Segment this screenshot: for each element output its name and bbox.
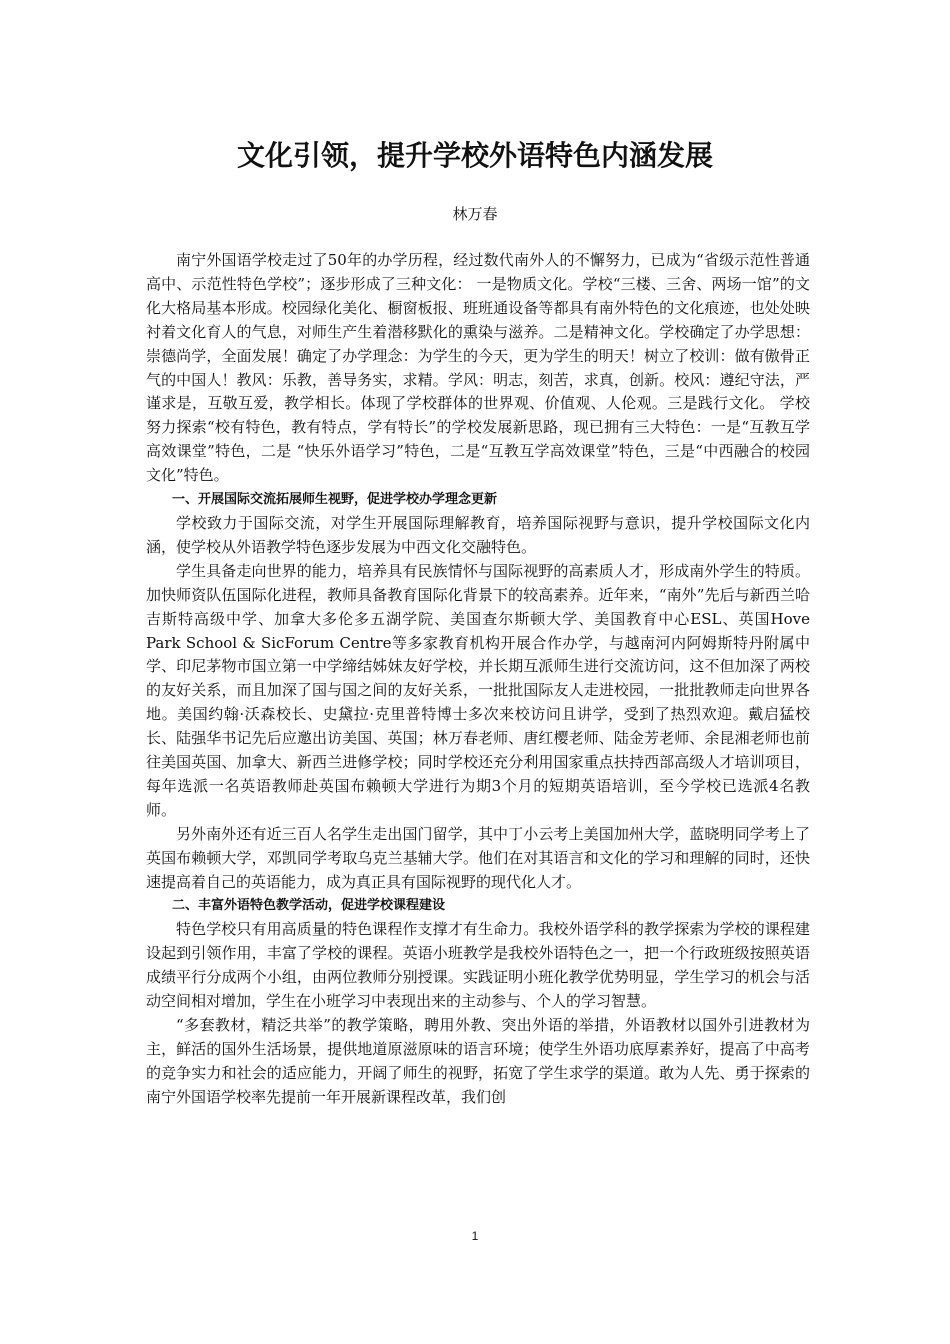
page-number: 1: [471, 1229, 479, 1243]
paragraph: 学校致力于国际交流，对学生开展国际理解教育，培养国际视野与意识，提升学校国际文化内涵，使学校从外语教学特色逐步发展为中西文化交融特色。: [146, 513, 810, 556]
paragraph: “多套教材，精泛共举”的教学策略，聘用外教、突出外语的举措，外语教材以国外引进教材为主，鲜活的国外生活场景，提供地道原滋原味的语言环境；使学生外语功底厚素养好，提高了中高考的竞争实力和社会的适应能力，开阔了师生的视野，拓宽了学生求学的渠道。敢为人先、勇于探索的南宁外国语学校率先提前一年开展新课程改革，我们创: [146, 1016, 810, 1106]
document-body: [146, 249, 810, 1110]
section-heading-1: 一、开展国际交流拓展师生视野，促进学校办学理念更新: [172, 492, 498, 508]
paragraph-intro: 南宁外国语学校走过了50年的办学历程，经过数代南外人的不懈努力，已成为“省级示范性普通高中、示范性特色学校”；逐步形成了三种文化： 一是物质文化。学校“三楼、三舍、两场一馆”的文化大格局基本形成。校园绿化美化、橱窗板报、班班通设备等都具有南外特色的文化痕迹，也处处映衬着文化育人的气息，对师生产生着潜移默化的熏染与滋养。二是精神文化。学校确定了办学思想：崇德尚学，全面发展！确定了办学理念：为学生的今天，更为学生的明天！树立了校训：做有傲骨正气的中国人！教风：乐教，善导务实，求精。学风：明志，刻苦，求真，创新。校风：遵纪守法，严谨求是，互敬互爱，教学相长。体现了学校群体的世界观、价值观、人伦观。三是践行文化。 学校努力探索“校有特色，教有特点，学有特长”的学校发展新思路，现已拥有三大特色：一是“互教互学高效课堂”特色，二是 “快乐外语学习”特色，二是“互教互学高效课堂”特色，三是“中西融合的校园文化”特色。: [146, 251, 810, 485]
paragraph: 另外南外还有近三百人名学生走出国门留学，其中丁小云考上美国加州大学，蓝晓明同学考上了英国布赖顿大学，邓凯同学考取乌克兰基辅大学。他们在对其语言和文化的学习和理解的同时，还快速提高着自己的英语能力，成为真正具有国际视野的现代化人才。: [146, 824, 810, 891]
section-heading-2: 二、丰富外语特色教学活动，促进学校课程建设: [172, 898, 446, 914]
paragraph: 特色学校只有用高质量的特色课程作支撑才有生命力。我校外语学科的教学探索为学校的课程建设起到引领作用，丰富了学校的课程。英语小班教学是我校外语特色之一，把一个行政班级按照英语成绩平行分成两个小组，由两位教师分别授课。实践证明小班化教学优势明显，学生学习的机会与活动空间相对增加，学生在小班学习中表现出来的主动参与、个人的学习智慧。: [146, 920, 810, 1011]
paragraph: 学生具备走向世界的能力，培养具有民族情怀与国际视野的高素质人才，形成南外学生的特质。加快师资队伍国际化进程，教师具备教育国际化背景下的较高素养。近年来，“南外”先后与新西兰哈吉斯特高级中学、加拿大多伦多五湖学院、美国查尔斯顿大学、美国教育中心ESL、英国Hove Park School & SicForum Centre等多家教育机构开展合作办学，与越南河内阿姆斯特丹附属中学、印尼茅物市国立第一中学缔结姊妹友好学校，并长期互派师生进行交流访问，这不但加深了两校的友好关系，而且加深了国与国之间的友好关系，一批批国际友人走进校园，一批批教师走向世界各地。美国约翰·沃森校长、史黛拉·克里普特博士多次来校访问且讲学，受到了热烈欢迎。戴启猛校长、陆强华书记先后应邀出访美国、英国；林万春老师、唐红樱老师、陆金芳老师、余昆湘老师也前往美国英国、加拿大、新西兰进修学校；同时学校还充分利用国家重点扶持西部高级人才培训项目，每年选派一名英语教师赴英国布赖顿大学进行为期3个月的短期英语培训，至今学校已选派4名教师。: [146, 561, 810, 819]
author-name: 林万春: [452, 205, 498, 223]
document-title: 文化引领，提升学校外语特色内涵发展: [236, 139, 713, 172]
